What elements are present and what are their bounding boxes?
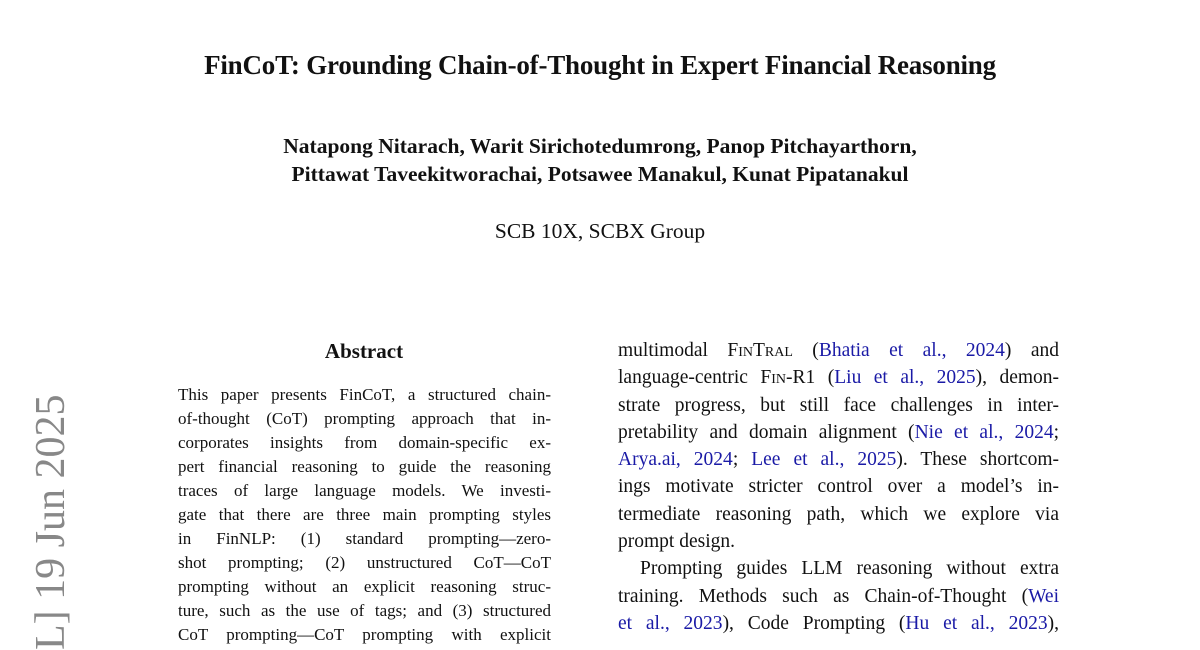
body-line	[618, 364, 1059, 391]
affiliation: SCB 10X, SCBX Group	[0, 217, 1200, 245]
body-line: Prompting guides LLM reasoning without extra	[618, 555, 1059, 582]
abstract-line: CoT prompting—CoT prompting with explicit	[178, 623, 551, 647]
body-line	[618, 337, 1059, 364]
model-name-fin-r1: Fin-R1	[760, 367, 815, 388]
abstract-line: This paper presents FinCoT, a structured chain-	[178, 383, 551, 407]
body-text: language-centric	[618, 367, 760, 388]
authors-line-1: Natapong Nitarach, Warit Sirichotedumrong, Panop Pitchayarthorn,	[0, 132, 1200, 160]
citation-link[interactable]: Hu et al., 2023	[905, 613, 1047, 634]
body-line	[618, 446, 1059, 473]
abstract-body	[178, 383, 551, 647]
body-text: multimodal	[618, 340, 727, 361]
body-line: strate progress, but still face challenges in inter-	[618, 392, 1059, 419]
body-line	[618, 610, 1059, 637]
body-text: ) and	[1005, 340, 1059, 361]
body-text: ;	[1054, 422, 1059, 443]
abstract-line: of-thought (CoT) prompting approach that in-	[178, 407, 551, 431]
body-line	[618, 583, 1059, 610]
body-text: ;	[733, 449, 751, 470]
citation-link[interactable]: Bhatia et al., 2024	[819, 340, 1005, 361]
citation-link[interactable]: et al., 2023	[618, 613, 723, 634]
body-text: ),	[1048, 613, 1059, 634]
right-column-body	[618, 337, 1059, 637]
abstract-line: traces of large language models. We investi-	[178, 479, 551, 503]
abstract-heading: Abstract	[178, 338, 550, 364]
body-text: training. Methods such as Chain-of-Thought (	[618, 586, 1028, 607]
citation-link[interactable]: Lee et al., 2025	[751, 449, 896, 470]
abstract-line: ture, such as the use of tags; and (3) structured	[178, 599, 551, 623]
citation-link[interactable]: Arya.ai, 2024	[618, 449, 733, 470]
citation-link[interactable]: Nie et al., 2024	[915, 422, 1054, 443]
body-line: ings motivate stricter control over a model’s in-	[618, 473, 1059, 500]
body-line	[618, 419, 1059, 446]
abstract-line: gate that there are three main prompting styles	[178, 503, 551, 527]
body-line: prompt design.	[618, 528, 1059, 555]
body-text: ), demon-	[976, 367, 1059, 388]
abstract-line: shot prompting; (2) unstructured CoT—CoT	[178, 551, 551, 575]
body-text: pretability and domain alignment (	[618, 422, 915, 443]
body-text: (	[815, 367, 834, 388]
arxiv-side-stamp: L] 19 Jun 2025	[30, 395, 72, 650]
citation-link[interactable]: Liu et al., 2025	[834, 367, 975, 388]
body-text: ). These shortcom-	[896, 449, 1059, 470]
body-text: (	[793, 340, 819, 361]
abstract-line: corporates insights from domain-specific ex-	[178, 431, 551, 455]
citation-link[interactable]: Wei	[1028, 586, 1059, 607]
abstract-line: in FinNLP: (1) standard prompting—zero-	[178, 527, 551, 551]
body-line: termediate reasoning path, which we explore via	[618, 501, 1059, 528]
author-list	[0, 132, 1200, 188]
model-name-fintral: FinTral	[727, 340, 793, 361]
authors-line-2: Pittawat Taveekitworachai, Potsawee Manakul, Kunat Pipatanakul	[0, 160, 1200, 188]
abstract-line: prompting without an explicit reasoning struc-	[178, 575, 551, 599]
paper-title: FinCoT: Grounding Chain-of-Thought in Expert Financial Reasoning	[0, 48, 1200, 82]
body-text: ), Code Prompting (	[723, 613, 906, 634]
abstract-line: pert financial reasoning to guide the reasoning	[178, 455, 551, 479]
